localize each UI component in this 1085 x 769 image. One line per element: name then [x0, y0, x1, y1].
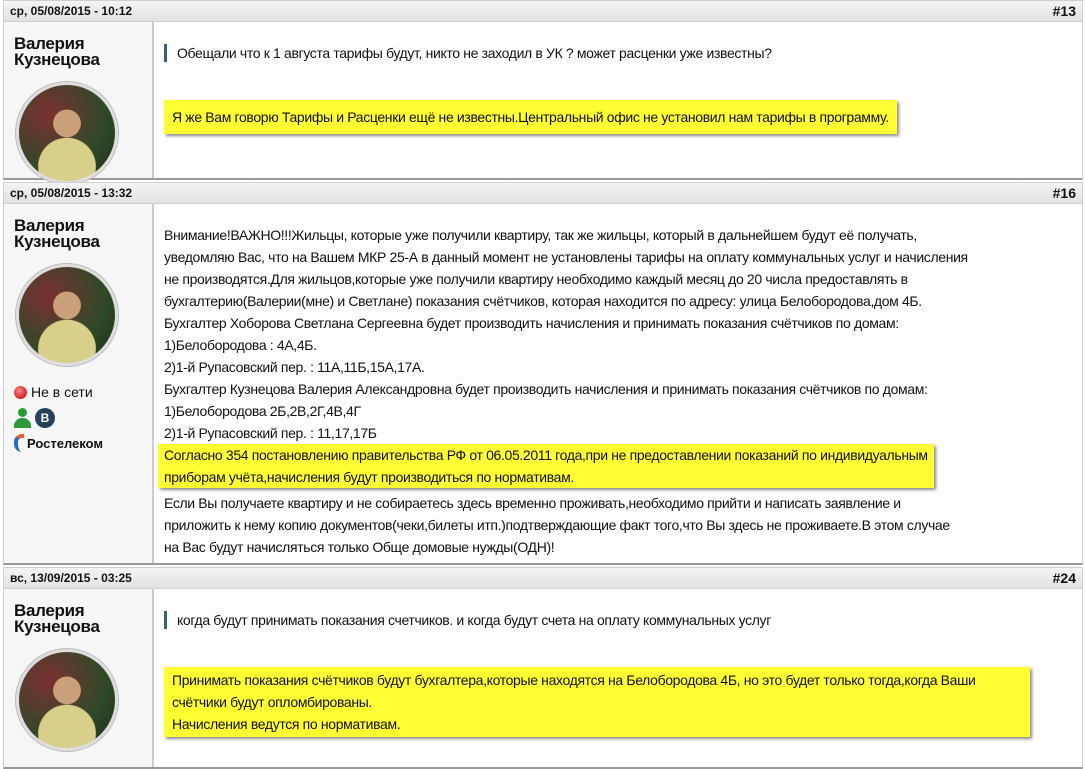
- text-line: уведомляю Вас, что на Вашем МКР 25-А в данный момент не установлены тарифы на оплату коммунальных услуг и начисления: [164, 249, 968, 265]
- text-line: счётчики будут опломбированы.: [172, 694, 372, 710]
- post-number-link[interactable]: #24: [1052, 570, 1076, 586]
- post-header: [3, 182, 1083, 204]
- text-line: на Вас будут начисляться только Обще домовые нужды(ОДН)!: [164, 539, 555, 555]
- author-name[interactable]: Валерия Кузнецова: [14, 216, 100, 251]
- text-line: Согласно 354 постановлению правительства РФ от 06.05.2011 года,при не предоставлении показаний по индивидуальным: [164, 447, 928, 463]
- author-name[interactable]: Валерия Кузнецова: [14, 601, 100, 636]
- provider-badge: [14, 434, 142, 452]
- post-13: [3, 0, 1083, 180]
- text-line: приложить к нему копию документов(чеки,билеты итп.)подтверждающие факт того,что Вы здесь не проживаете.В этом случае: [164, 517, 950, 533]
- status-label: Не в сети: [31, 384, 93, 400]
- rostelecom-logo-icon: [14, 434, 24, 452]
- verified-user-icon: [14, 408, 32, 428]
- post-date: вс, 13/09/2015 - 03:25: [10, 571, 132, 585]
- text-line: бухгалтерию(Валерии(мне) и Светлане) показания счётчиков, которая находится по адресу: улица Белобородова,дом 4Б.: [164, 293, 922, 309]
- text-line: 2)1-й Рупасовский пер. : 11А,11Б,15А,17А.: [164, 359, 425, 375]
- online-status: [14, 384, 142, 400]
- text-line: 2)1-й Рупасовский пер. : 11,17,17Б: [164, 425, 377, 441]
- author-name[interactable]: Валерия Кузнецова: [14, 34, 100, 69]
- highlighted-reply: [164, 667, 1030, 737]
- text-line: Начисления ведутся по нормативам.: [172, 716, 401, 732]
- post-header: [3, 0, 1083, 22]
- post-16: [3, 182, 1083, 565]
- quoted-text: Обещали что к 1 августа тарифы будут, никто не заходил в УК ? может расценки уже известны?: [164, 44, 1072, 62]
- highlighted-reply: [164, 100, 897, 134]
- post-header: [3, 567, 1083, 589]
- text-line: Если Вы получаете квартиру и не собираетесь здесь временно проживать,необходимо прийти и написать заявление и: [164, 495, 901, 511]
- provider-name: Ростелеком: [27, 435, 103, 451]
- reply-line: Я же Вам говорю Тарифы и Расценки ещё не известны.Центральный офис не установил нам тарифы в программу.: [172, 109, 889, 125]
- text-line: не производятся.Для жильцов,которые уже получили квартиру необходимо каждый месяц до 20 числа предоставлять в: [164, 271, 908, 287]
- text-line: Бухгалтер Кузнецова Валерия Александровна будет производить начисления и принимать показания счётчиков по домам:: [164, 381, 928, 397]
- avatar[interactable]: [16, 264, 118, 366]
- vk-icon[interactable]: B: [35, 408, 55, 428]
- text-line: приборам учёта,начисления будут производиться по нормативам.: [164, 469, 574, 485]
- message-body: [164, 224, 1072, 444]
- post-number-link[interactable]: #13: [1052, 3, 1076, 19]
- text-line: Принимать показания счётчиков будут бухгалтера,которые находятся на Белобородова 4Б, но это будет только тогда,когда Ваши: [172, 672, 976, 688]
- text-line: 1)Белобородова : 4А,4Б.: [164, 337, 317, 353]
- post-number-link[interactable]: #16: [1052, 185, 1076, 201]
- text-line: Внимание!ВАЖНО!!!Жильцы, которые уже получили квартиру, так же жильцы, который в дальнейшем будут её получать,: [164, 227, 917, 243]
- quoted-text: когда будут принимать показания счетчиков. и когда будут счета на оплату коммунальных услуг: [164, 611, 1072, 629]
- post-24: [3, 567, 1083, 769]
- offline-dot-icon: [14, 386, 27, 399]
- post-date: ср, 05/08/2015 - 13:32: [10, 186, 133, 200]
- post-date: ср, 05/08/2015 - 10:12: [10, 4, 133, 18]
- highlighted-notice: [158, 444, 934, 488]
- text-line: Бухгалтер Хоборова Светлана Сергеевна будет производить начисления и принимать показания счётчиков по домам:: [164, 315, 899, 331]
- avatar[interactable]: [16, 649, 118, 751]
- avatar[interactable]: [16, 82, 118, 184]
- text-line: 1)Белобородова 2Б,2В,2Г,4В,4Г: [164, 403, 361, 419]
